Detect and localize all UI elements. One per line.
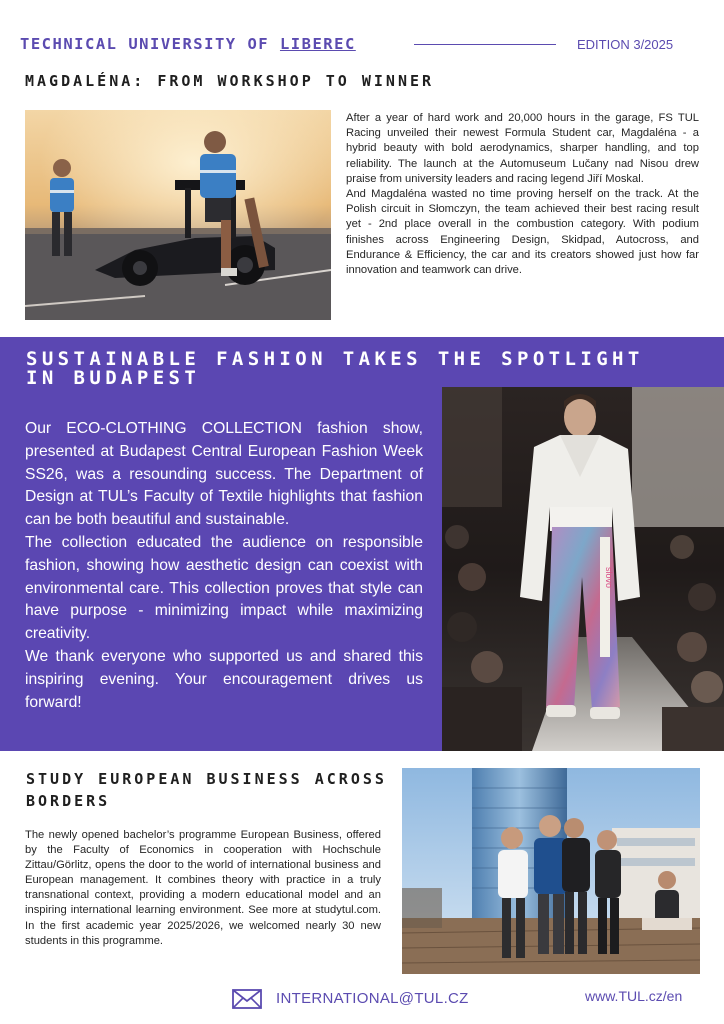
website-link[interactable]: www.TUL.cz/en xyxy=(585,988,683,1004)
section-title-fashion: SUSTAINABLE FASHION TAKES THE SPOTLIGHT IN BUDAPEST xyxy=(26,348,644,389)
masthead-city: LIBEREC xyxy=(279,35,356,53)
section1-body xyxy=(346,111,699,278)
email-link[interactable]: INTERNATIONAL@TUL.CZ xyxy=(276,990,469,1007)
section2-body xyxy=(25,418,423,714)
ribbon-label: slovo xyxy=(604,567,614,589)
section3-paragraph: The newly opened bachelor’s programme European Business, offered by the Faculty of Economics in cooperation with Hochschule Zittau/Görlitz, opens the door to the world of international business and European management. It combines theory with practice in a truly transnational context, providing a modern educational model and an inspiring international learning environment. See more at studytul.com. In the first academic year 2025/2026, we welcomed nearly 30 new students in this programme. xyxy=(25,829,381,947)
section-title-business: STUDY EUROPEAN BUSINESS ACROSS BORDERS xyxy=(26,770,387,810)
masthead-prefix: TECHNICAL UNIVERSITY OF xyxy=(20,35,280,53)
section2-paragraph: Our ECO-CLOTHING COLLECTION fashion show, presented at Budapest Central European Fashion Week SS26, was a resounding success. The Department of Design at TUL’s Faculty of Textile highlights that fashion can be both beautiful and sustainable. xyxy=(25,420,423,529)
mail-icon xyxy=(232,989,262,1009)
section1-paragraph: And Magdaléna wasted no time proving herself on the track. At the Polish circuit in Słomczyn, the team achieved their best racing result yet - 2nd place overall in the combustion category. With podium finishes across Engineering Design, Skidpad, Autocross, and Endurance & Efficiency, the car and its creators showed just how far innovation and teamwork can drive. xyxy=(346,188,699,277)
section-title-magdalena: MAGDALÉNA: FROM WORKSHOP TO WINNER xyxy=(25,72,435,90)
section2-paragraph: We thank everyone who supported us and shared this inspiring evening. Your encouragement drives us forward! xyxy=(25,647,423,711)
edition-label: EDITION 3/2025 xyxy=(577,37,674,52)
masthead xyxy=(20,35,356,53)
section2-paragraph: The collection educated the audience on responsible fashion, showing how aesthetic design can coexist with environmental care. This collection proves that style can have purpose - minimizing impact while maximizing creativity. xyxy=(25,533,423,643)
header-divider xyxy=(414,44,556,45)
fashion-runway-photo xyxy=(442,387,724,751)
section1-paragraph: After a year of hard work and 20,000 hours in the garage, FS TUL Racing unveiled their newest Formula Student car, Magdaléna - a hybrid beauty with bold aerodynamics, sharper handling, and top reliability. The launch at the Automuseum Lučany nad Nisou drew praise from university leaders and racing legend Jiří Moskal. xyxy=(346,112,699,185)
racing-car-photo xyxy=(25,110,331,320)
students-group-photo xyxy=(402,768,700,974)
